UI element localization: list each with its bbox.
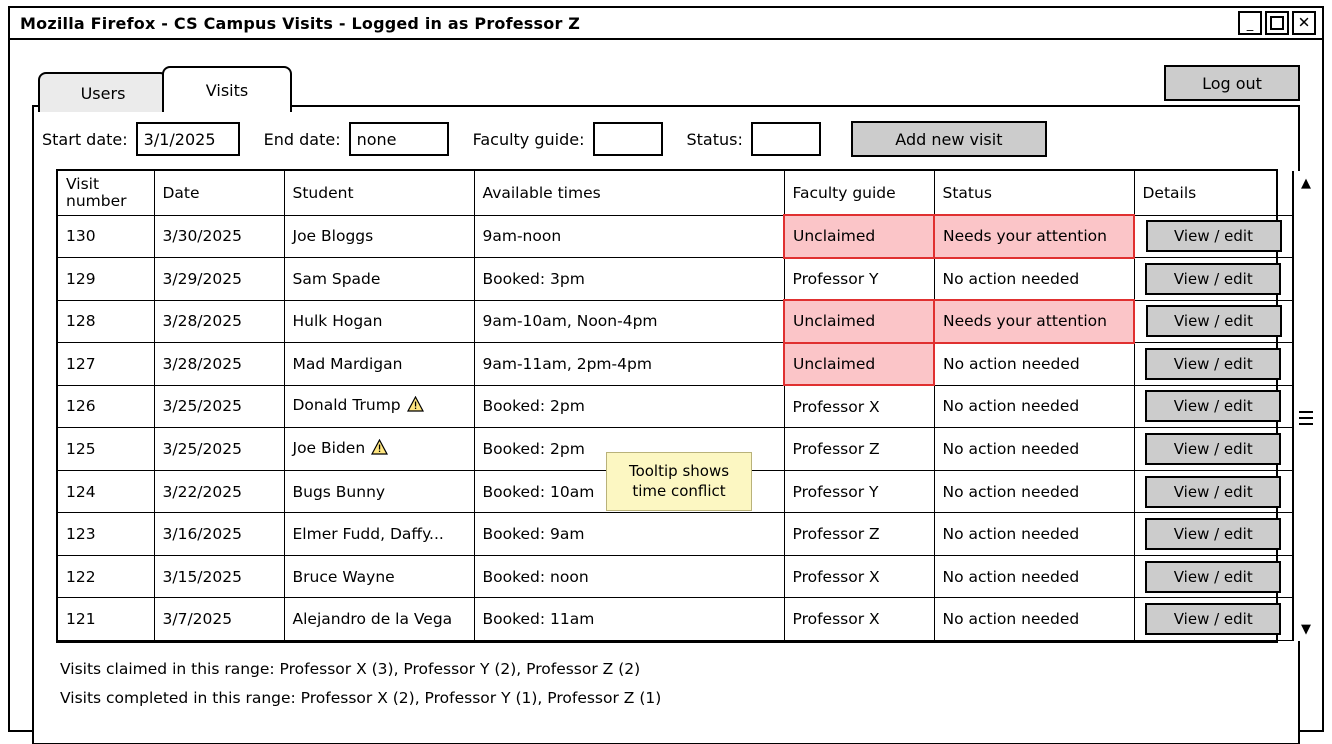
cell-details <box>1134 300 1292 343</box>
window-controls <box>1238 11 1316 35</box>
window-title: Mozilla Firefox - CS Campus Visits - Logged in as Professor Z <box>20 13 581 33</box>
table-scrollbar[interactable] <box>1292 171 1318 641</box>
view-edit-label: View / edit <box>1173 567 1253 586</box>
table-row <box>58 555 1292 598</box>
student-name: Hulk Hogan <box>292 312 383 331</box>
visits-panel <box>32 105 1311 744</box>
student-name: Joe Bloggs <box>292 227 374 246</box>
tab-users-label: Users <box>80 83 126 103</box>
warning-icon[interactable] <box>407 396 424 416</box>
cell-faculty-guide: Professor Y <box>784 258 934 301</box>
cell-date: 3/29/2025 <box>154 258 284 301</box>
tab-bar <box>38 66 292 112</box>
maximize-button[interactable] <box>1265 11 1289 35</box>
table-row <box>58 215 1292 258</box>
visits-table-container <box>56 169 1311 643</box>
end-date-input[interactable]: none <box>349 122 449 156</box>
cell-status: No action needed <box>934 513 1134 556</box>
add-new-visit-button[interactable] <box>851 121 1047 157</box>
cell-status: Needs your attention <box>934 215 1134 258</box>
view-edit-label: View / edit <box>1173 610 1253 629</box>
warning-icon[interactable] <box>371 439 388 459</box>
cell-details <box>1134 555 1292 598</box>
table-body <box>58 215 1292 641</box>
cell-visit-number: 130 <box>58 215 154 258</box>
cell-faculty-guide: Unclaimed <box>784 300 934 343</box>
cell-details <box>1134 343 1292 386</box>
cell-visit-number: 127 <box>58 343 154 386</box>
column-header-faculty-guide: Faculty guide <box>784 171 934 215</box>
column-header-date: Date <box>154 171 284 215</box>
view-edit-label: View / edit <box>1173 440 1253 458</box>
view-edit-button[interactable] <box>1145 603 1281 635</box>
cell-available-times: Booked: 9am <box>474 513 784 556</box>
view-edit-label: View / edit <box>1173 482 1253 501</box>
view-edit-button[interactable] <box>1145 518 1281 550</box>
cell-status: No action needed <box>934 385 1134 428</box>
cell-available-times: Booked: 2pm <box>474 428 784 471</box>
browser-window <box>8 6 1324 732</box>
cell-visit-number: 121 <box>58 598 154 641</box>
cell-available-times: Booked: 2pm <box>474 385 784 428</box>
close-button[interactable] <box>1292 11 1316 35</box>
student-name: Sam Spade <box>292 269 381 288</box>
cell-status: Needs your attention <box>934 300 1134 343</box>
cell-status: No action needed <box>934 428 1134 471</box>
filter-bar <box>42 117 1290 161</box>
table-row <box>58 513 1292 556</box>
cell-available-times: Booked: 3pm <box>474 258 784 301</box>
cell-details <box>1134 428 1292 471</box>
view-edit-label: View / edit <box>1173 525 1253 544</box>
view-edit-button[interactable] <box>1145 561 1281 593</box>
cell-date: 3/28/2025 <box>154 343 284 386</box>
view-edit-button[interactable] <box>1145 390 1281 422</box>
cell-faculty-guide: Professor Y <box>784 470 934 513</box>
column-header-student: Student <box>284 171 474 215</box>
cell-visit-number: 122 <box>58 555 154 598</box>
summary-block <box>60 655 661 713</box>
title-bar <box>10 8 1322 40</box>
cell-faculty-guide: Professor X <box>784 385 934 428</box>
minimize-button[interactable] <box>1238 11 1262 35</box>
table-row <box>58 258 1292 301</box>
view-edit-button[interactable] <box>1145 476 1281 508</box>
cell-faculty-guide: Professor Z <box>784 513 934 556</box>
cell-student <box>284 513 474 556</box>
cell-details <box>1134 385 1292 428</box>
view-edit-button[interactable] <box>1145 263 1281 295</box>
cell-available-times: 9am-10am, Noon-4pm <box>474 300 784 343</box>
cell-visit-number: 129 <box>58 258 154 301</box>
view-edit-label: View / edit <box>1173 397 1253 416</box>
cell-date: 3/28/2025 <box>154 300 284 343</box>
status-label: Status: <box>686 129 743 149</box>
table-row <box>58 343 1292 386</box>
scrollbar-thumb[interactable] <box>1298 403 1314 433</box>
cell-visit-number: 126 <box>58 385 154 428</box>
view-edit-button[interactable] <box>1145 433 1281 465</box>
student-name: Donald Trump <box>292 396 401 415</box>
cell-student <box>284 428 474 471</box>
cell-visit-number: 128 <box>58 300 154 343</box>
cell-available-times: 9am-noon <box>474 215 784 258</box>
view-edit-button[interactable] <box>1146 220 1282 252</box>
cell-faculty-guide: Professor X <box>784 555 934 598</box>
cell-available-times: Booked: 10am <box>474 470 784 513</box>
status-input[interactable] <box>751 122 821 156</box>
logout-button[interactable] <box>1164 65 1300 101</box>
column-header-visit-number: Visit number <box>58 171 154 215</box>
cell-date: 3/22/2025 <box>154 470 284 513</box>
cell-available-times: Booked: noon <box>474 555 784 598</box>
cell-status: No action needed <box>934 343 1134 386</box>
tab-visits-label: Visits <box>205 80 249 100</box>
minimize-icon: _ <box>1246 17 1254 32</box>
column-header-details: Details <box>1134 171 1292 215</box>
start-date-input[interactable]: 3/1/2025 <box>136 122 240 156</box>
cell-student <box>284 215 474 258</box>
cell-available-times: 9am-11am, 2pm-4pm <box>474 343 784 386</box>
table-row <box>58 300 1292 343</box>
student-name: Bruce Wayne <box>292 567 395 586</box>
window-content <box>10 40 1322 730</box>
view-edit-button[interactable] <box>1145 348 1281 380</box>
cell-details <box>1134 215 1292 258</box>
cell-student <box>284 385 474 428</box>
student-name: Alejandro de la Vega <box>292 610 453 629</box>
cell-date: 3/25/2025 <box>154 428 284 471</box>
student-name: Elmer Fudd, Daffy... <box>292 525 444 544</box>
cell-student <box>284 555 474 598</box>
faculty-guide-input[interactable] <box>593 122 663 156</box>
maximize-icon <box>1270 16 1284 30</box>
cell-status: No action needed <box>934 555 1134 598</box>
start-date-label: Start date: <box>42 129 128 149</box>
view-edit-label: View / edit <box>1173 269 1253 288</box>
cell-student <box>284 598 474 641</box>
cell-faculty-guide: Professor Z <box>784 428 934 471</box>
tab-visits[interactable] <box>162 66 292 112</box>
cell-date: 3/16/2025 <box>154 513 284 556</box>
cell-details <box>1134 258 1292 301</box>
student-name: Bugs Bunny <box>292 482 386 501</box>
summary-claimed: Visits claimed in this range: Professor X (3), Professor Y (2), Professor Z (2) <box>60 660 641 678</box>
cell-status: No action needed <box>934 470 1134 513</box>
cell-faculty-guide: Unclaimed <box>784 215 934 258</box>
cell-student <box>284 470 474 513</box>
add-new-visit-label: Add new visit <box>895 129 1003 149</box>
end-date-label: End date: <box>263 129 341 149</box>
table-row <box>58 598 1292 641</box>
cell-date: 3/15/2025 <box>154 555 284 598</box>
table-row <box>58 385 1292 428</box>
cell-visit-number: 125 <box>58 428 154 471</box>
cell-faculty-guide: Professor X <box>784 598 934 641</box>
cell-student <box>284 343 474 386</box>
cell-visit-number: 123 <box>58 513 154 556</box>
cell-details <box>1134 513 1292 556</box>
view-edit-button[interactable] <box>1146 305 1282 337</box>
cell-student <box>284 300 474 343</box>
scroll-up-icon[interactable]: ▲ <box>1301 175 1311 191</box>
summary-completed: Visits completed in this range: Professor X (2), Professor Y (1), Professor Z (1) <box>60 689 662 707</box>
cell-status: No action needed <box>934 598 1134 641</box>
cell-date: 3/7/2025 <box>154 598 284 641</box>
visits-table <box>58 171 1292 641</box>
view-edit-label: View / edit <box>1174 227 1253 246</box>
tab-users[interactable] <box>38 72 168 112</box>
scroll-down-icon[interactable]: ▼ <box>1301 621 1311 637</box>
cell-student <box>284 258 474 301</box>
cell-date: 3/30/2025 <box>154 215 284 258</box>
column-header-status: Status <box>934 171 1134 215</box>
cell-visit-number: 124 <box>58 470 154 513</box>
conflict-tooltip: Tooltip shows time conflict <box>606 452 752 511</box>
view-edit-label: View / edit <box>1174 312 1253 331</box>
cell-available-times: Booked: 11am <box>474 598 784 641</box>
close-icon: ✕ <box>1297 13 1311 32</box>
logout-label: Log out <box>1202 73 1262 93</box>
student-name: Joe Biden <box>292 439 366 457</box>
cell-details <box>1134 598 1292 641</box>
column-header-available-times: Available times <box>474 171 784 215</box>
faculty-guide-label: Faculty guide: <box>472 129 585 149</box>
table-header-row <box>58 171 1292 215</box>
cell-details <box>1134 470 1292 513</box>
cell-faculty-guide: Unclaimed <box>784 343 934 386</box>
view-edit-label: View / edit <box>1173 354 1253 373</box>
student-name: Mad Mardigan <box>292 354 403 373</box>
cell-date: 3/25/2025 <box>154 385 284 428</box>
cell-status: No action needed <box>934 258 1134 301</box>
